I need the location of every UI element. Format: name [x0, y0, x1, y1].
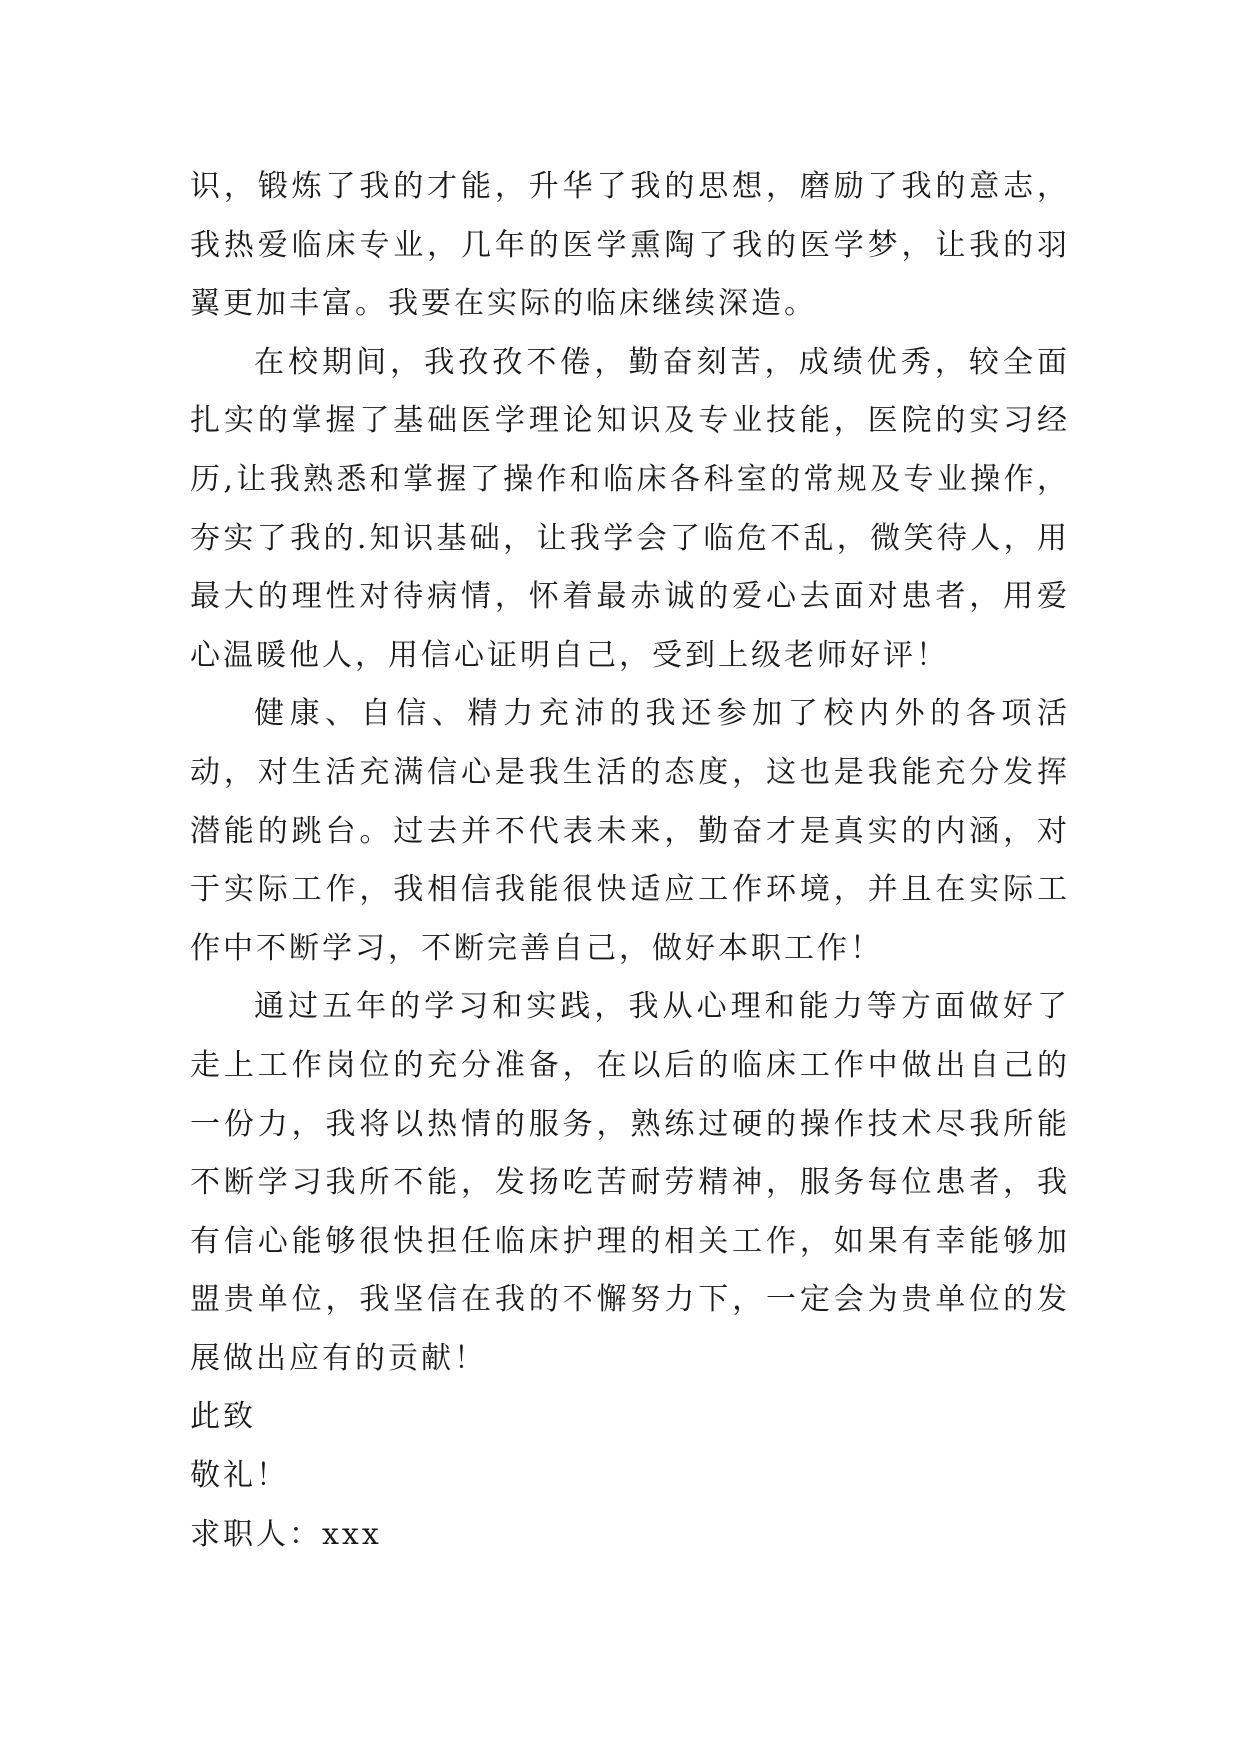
- signature-line: 求职人：xxx: [190, 1516, 382, 1552]
- closing-regards: 敬礼！: [190, 1458, 289, 1494]
- paragraph-4: 通过五年的学习和实践，我从心理和能力等方面做好了走上工作岗位的充分准备，在以后的临床工作中做出自己的一份力，我将以热情的服务，熟练过硬的操作技术尽我所能不断学习我所不能，发扬吃苦耐劳精神，服务每位患者，我有信心能够很快担任临床护理的相关工作，如果有幸能够加盟贵单位，我坚信在我的不懈努力下，一定会为贵单位的发展做出应有的贡献！: [190, 989, 1070, 1376]
- paragraph-3: 健康、自信、精力充沛的我还参加了校内外的各项活动，对生活充满信心是我生活的态度，这也是我能充分发挥潜能的跳台。过去并不代表未来，勤奋才是真实的内涵，对于实际工作，我相信我能很快适应工作环境，并且在实际工作中不断学习，不断完善自己，做好本职工作！: [190, 696, 1070, 966]
- paragraph-1: 识，锻炼了我的才能，升华了我的思想，磨励了我的意志，我热爱临床专业，几年的医学熏陶了我的医学梦，让我的羽翼更加丰富。我要在实际的临床继续深造。: [190, 169, 1070, 322]
- closing-salutation: 此致: [190, 1399, 256, 1435]
- paragraph-2: 在校期间，我孜孜不倦，勤奋刻苦，成绩优秀，较全面扎实的掌握了基础医学理论知识及专业技能，医院的实习经历,让我熟悉和掌握了操作和临床各科室的常规及专业操作，夯实了我的.知识基础，让我学会了临危不乱，微笑待人，用最大的理性对待病情，怀着最赤诚的爱心去面对患者，用爱心温暖他人，用信心证明自己，受到上级老师好评！: [190, 344, 1070, 673]
- letter-body: [190, 158, 1070, 1564]
